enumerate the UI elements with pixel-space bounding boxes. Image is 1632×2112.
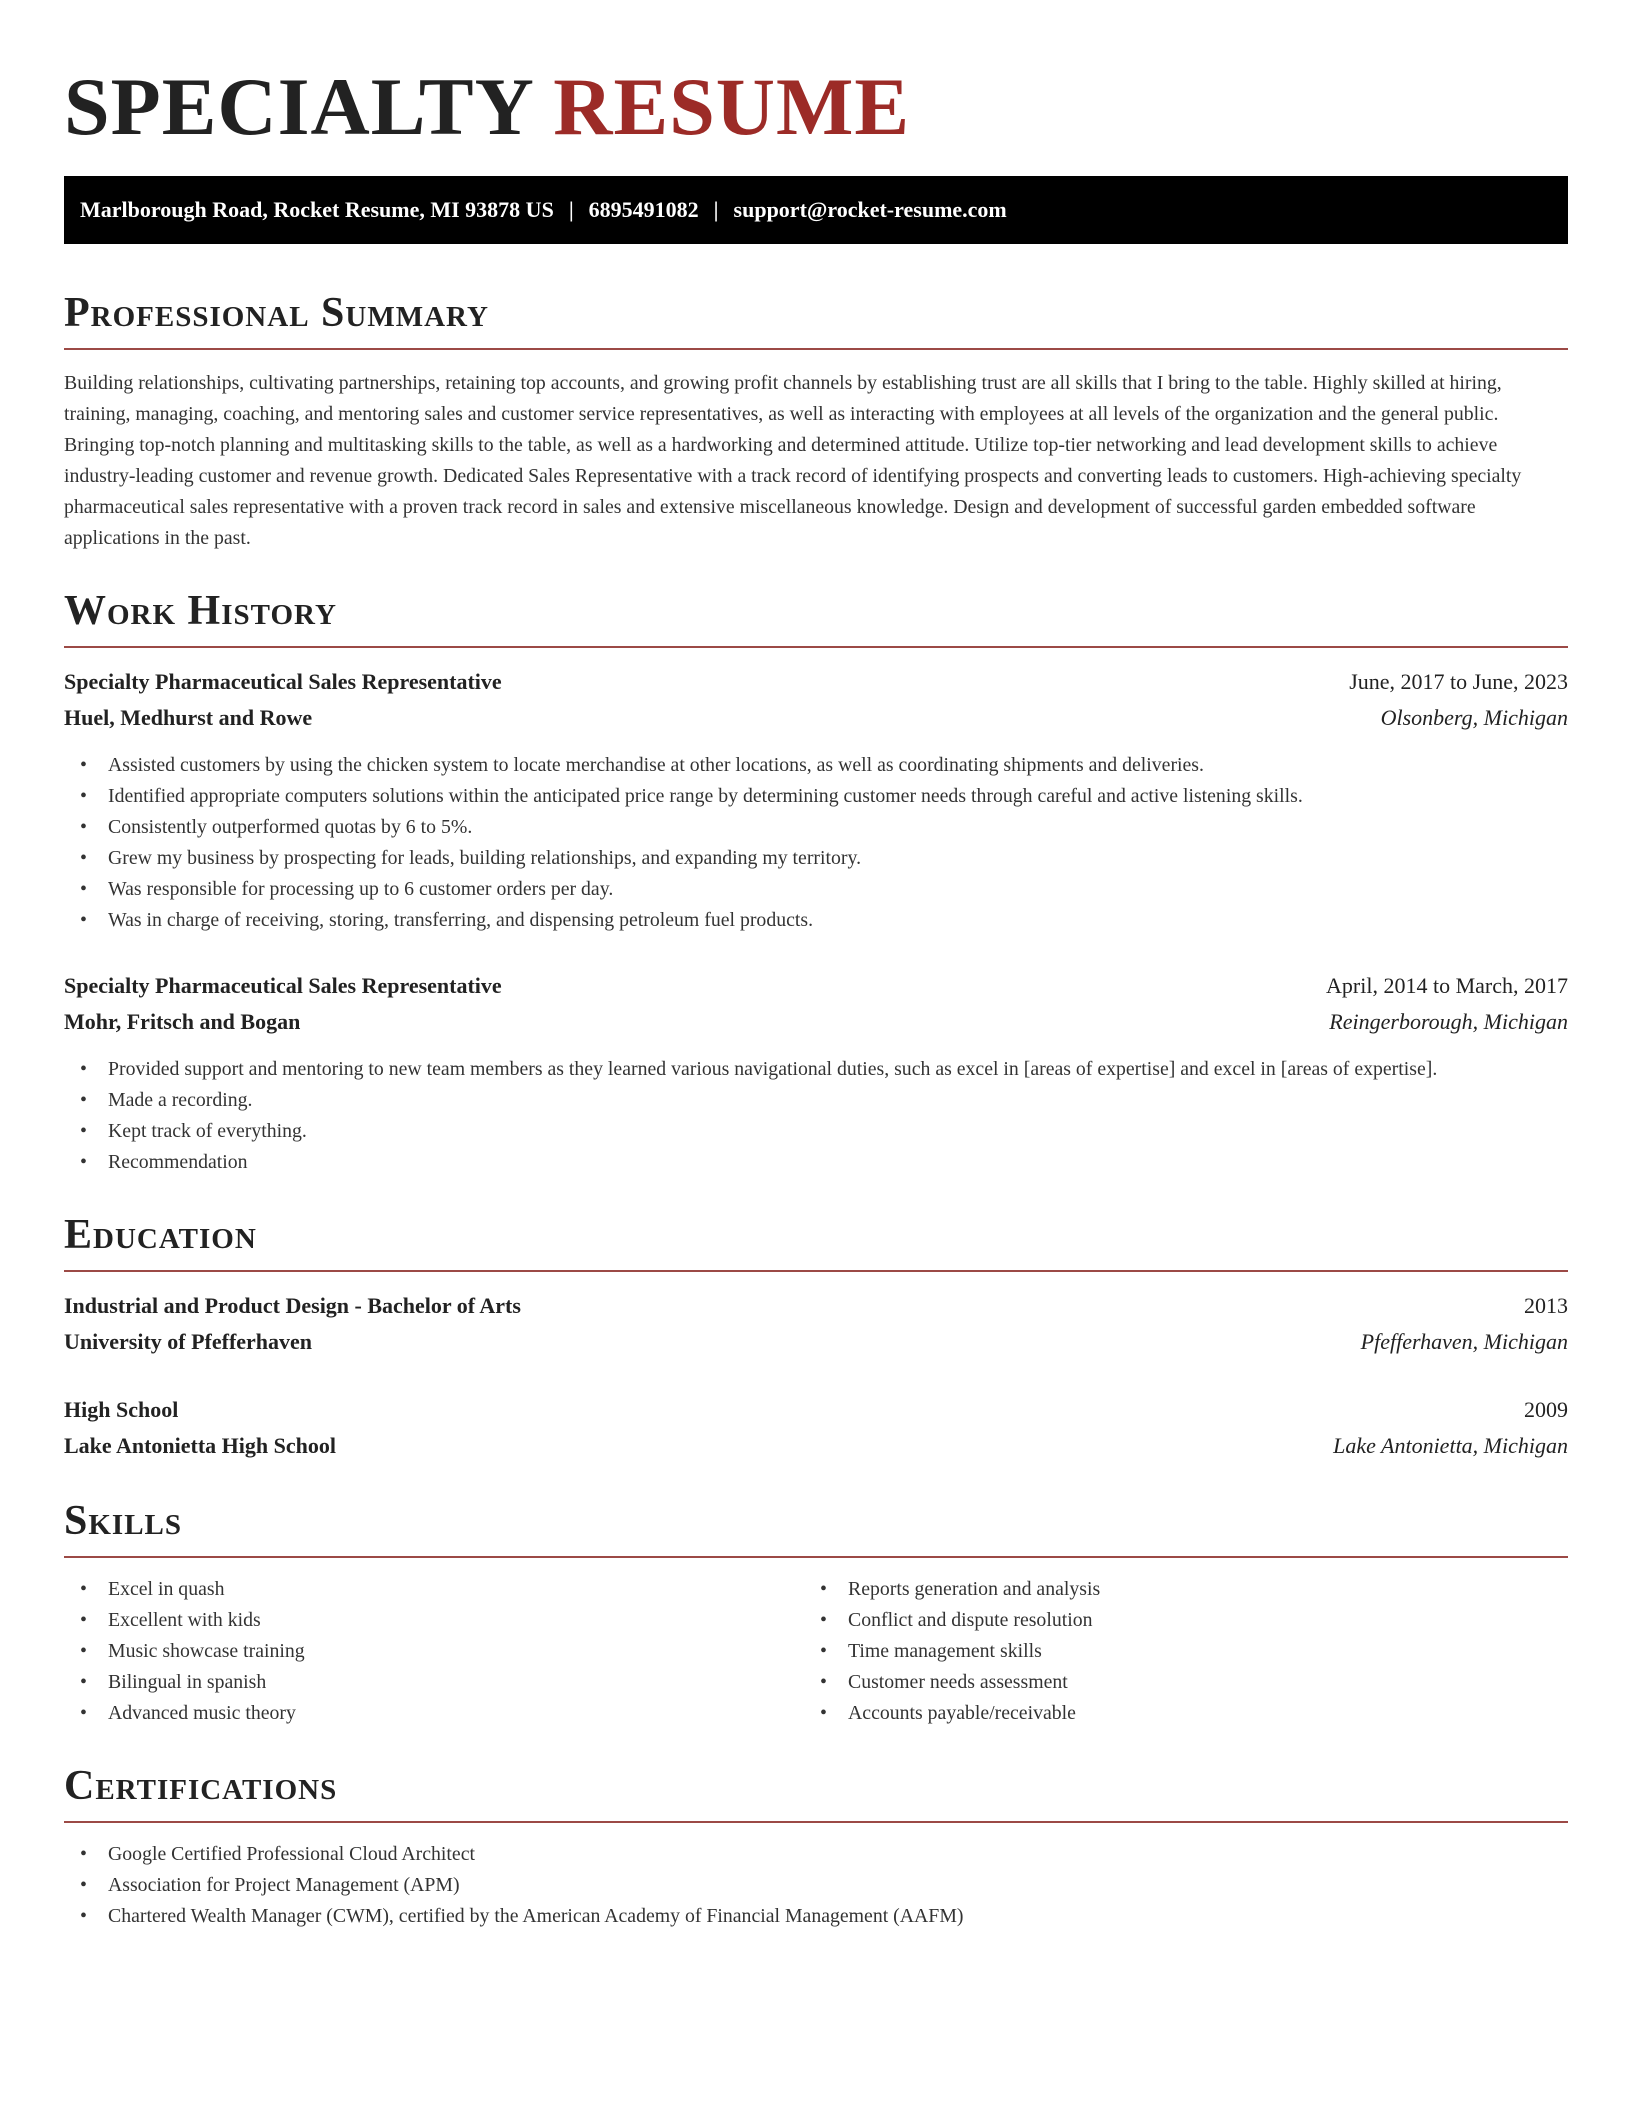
education-location: Lake Antonietta, Michigan <box>1333 1433 1568 1458</box>
education-entry <box>64 1288 1568 1360</box>
name-last: RESUME <box>553 61 911 152</box>
education-school: Lake Antonietta High School <box>64 1433 336 1458</box>
list-item: • Reports generation and analysis <box>804 1574 1544 1605</box>
education-school: University of Pfefferhaven <box>64 1329 313 1354</box>
list-item: • Time management skills <box>804 1636 1544 1667</box>
education-year: 2013 <box>1524 1293 1568 1318</box>
list-item: • Customer needs assessment <box>804 1667 1544 1698</box>
list-item: • Was in charge of receiving, storing, transferring, and dispensing petroleum fuel products. <box>64 905 1568 936</box>
list-item: • Conflict and dispute resolution <box>804 1605 1544 1636</box>
job-company: Mohr, Fritsch and Bogan <box>64 1009 301 1034</box>
skills-list-right <box>804 1574 1544 1729</box>
job-company: Huel, Medhurst and Rowe <box>64 705 313 730</box>
job-dates: April, 2014 to March, 2017 <box>1326 973 1568 998</box>
list-item: • Grew my business by prospecting for leads, building relationships, and expanding my territory. <box>64 843 1568 874</box>
certifications-section <box>64 1765 1568 1932</box>
list-item: • Accounts payable/receivable <box>804 1698 1544 1729</box>
list-item: • Excel in quash <box>64 1574 804 1605</box>
job-entry <box>64 968 1568 1178</box>
job-location: Olsonberg, Michigan <box>1380 705 1568 730</box>
job-bullets <box>64 1054 1568 1178</box>
job-role: Specialty Pharmaceutical Sales Representative <box>64 669 502 694</box>
list-item: • Consistently outperformed quotas by 6 to 5%. <box>64 812 1568 843</box>
job-entry <box>64 664 1568 936</box>
list-item: • Music showcase training <box>64 1636 804 1667</box>
list-item: • Google Certified Professional Cloud Architect <box>64 1839 1568 1870</box>
resume-name <box>64 60 1568 152</box>
contact-separator: | <box>568 197 574 222</box>
skills-title: Skills <box>64 1500 1568 1558</box>
work-section <box>64 590 1568 1178</box>
contact-email: support@rocket-resume.com <box>733 197 1007 222</box>
summary-title: Professional Summary <box>64 292 1568 350</box>
education-entry <box>64 1392 1568 1464</box>
contact-phone: 6895491082 <box>588 197 699 222</box>
list-item: • Chartered Wealth Manager (CWM), certified by the American Academy of Financial Management (AAFM) <box>64 1901 1568 1932</box>
contact-address: Marlborough Road, Rocket Resume, MI 93878 US <box>80 197 554 222</box>
job-role: Specialty Pharmaceutical Sales Representative <box>64 973 502 998</box>
skills-columns <box>64 1574 1568 1729</box>
resume-content <box>64 60 1568 1932</box>
summary-section <box>64 292 1568 554</box>
list-item: • Provided support and mentoring to new team members as they learned various navigational duties, such as excel in [areas of expertise] and excel in [areas of expertise]. <box>64 1054 1568 1085</box>
summary-text: Building relationships, cultivating partnerships, retaining top accounts, and growing profit channels by establishing trust are all skills that I bring to the table. Highly skilled at hiring, training, managing, coaching, and mentoring sales and customer service representatives, as well as interacting with employees at all levels of the organization and the general public. Bringing top-notch planning and multitasking skills to the table, as well as a hardworking and determined attitude. Utilize top-tier networking and lead development skills to achieve industry-leading customer and revenue growth. Dedicated Sales Representative with a track record of identifying prospects and converting leads to customers. High-achieving specialty pharmaceutical sales representative with a proven track record in sales and extensive miscellaneous knowledge. Design and development of successful garden embedded software applications in the past. <box>64 372 1522 549</box>
job-bullets <box>64 750 1568 936</box>
list-item: • Assisted customers by using the chicken system to locate merchandise at other locations, as well as coordinating shipments and deliveries. <box>64 750 1568 781</box>
contact-separator: | <box>713 197 719 222</box>
list-item: • Advanced music theory <box>64 1698 804 1729</box>
list-item: • Association for Project Management (APM) <box>64 1870 1568 1901</box>
education-degree: Industrial and Product Design - Bachelor of Arts <box>64 1293 521 1318</box>
job-dates: June, 2017 to June, 2023 <box>1349 669 1568 694</box>
skills-section <box>64 1500 1568 1729</box>
list-item: • Kept track of everything. <box>64 1116 1568 1147</box>
list-item: • Was responsible for processing up to 6 customer orders per day. <box>64 874 1568 905</box>
list-item: • Bilingual in spanish <box>64 1667 804 1698</box>
work-title: Work History <box>64 590 1568 648</box>
list-item: • Excellent with kids <box>64 1605 804 1636</box>
education-title: Education <box>64 1214 1568 1272</box>
list-item: • Made a recording. <box>64 1085 1568 1116</box>
skills-list-left <box>64 1574 804 1729</box>
name-first: SPECIALTY <box>64 61 532 152</box>
job-location: Reingerborough, Michigan <box>1329 1009 1568 1034</box>
list-item: • Recommendation <box>64 1147 1568 1178</box>
education-degree: High School <box>64 1397 179 1422</box>
education-location: Pfefferhaven, Michigan <box>1360 1329 1568 1354</box>
certifications-list <box>64 1839 1568 1932</box>
education-year: 2009 <box>1524 1397 1568 1422</box>
list-item: • Identified appropriate computers solutions within the anticipated price range by determining customer needs through careful and active listening skills. <box>64 781 1568 812</box>
contact-bar <box>64 176 1568 244</box>
education-section <box>64 1214 1568 1464</box>
certifications-title: Certifications <box>64 1765 1568 1823</box>
